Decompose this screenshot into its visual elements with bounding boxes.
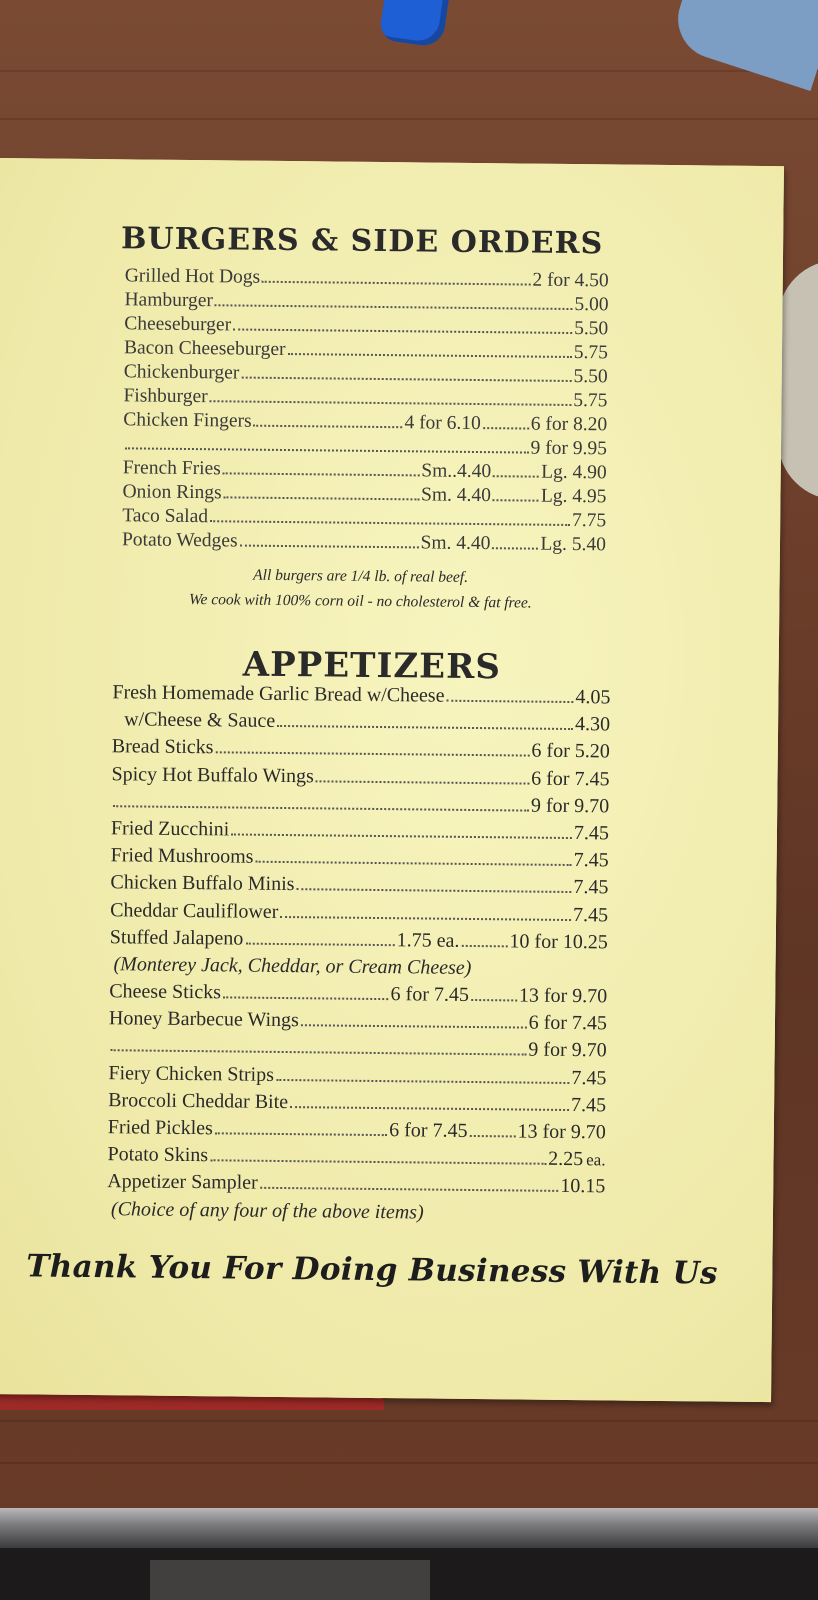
item-name: Appetizer Sampler bbox=[107, 1170, 258, 1195]
dot-leader bbox=[277, 715, 573, 730]
dot-leader bbox=[493, 489, 539, 501]
item-price: 7.45 bbox=[573, 876, 609, 899]
dot-leader bbox=[296, 878, 571, 893]
dot-leader bbox=[301, 1014, 527, 1028]
dot-leader bbox=[245, 932, 395, 946]
dot-leader bbox=[493, 465, 539, 477]
blue-marker-cap bbox=[379, 0, 450, 48]
dot-leader bbox=[446, 690, 573, 703]
item-price: 13 for 9.70 bbox=[518, 984, 608, 1008]
dot-leader bbox=[241, 367, 571, 382]
appetizers-title: APPETIZERS bbox=[242, 644, 502, 688]
dot-leader bbox=[469, 1125, 515, 1137]
item-price-small: Sm. 4.40 bbox=[420, 532, 491, 555]
item-name: Onion Rings bbox=[122, 481, 222, 504]
item-name: Cheeseburger bbox=[124, 313, 232, 336]
item-price-small: 6 for 7.45 bbox=[390, 983, 470, 1007]
item-name: French Fries bbox=[122, 457, 221, 480]
dot-leader bbox=[260, 1177, 559, 1192]
item-price: 2 for 4.50 bbox=[532, 269, 609, 292]
item-price: Lg. 4.90 bbox=[541, 461, 607, 484]
dot-leader bbox=[276, 1069, 570, 1084]
blue-object bbox=[668, 0, 818, 91]
dot-leader bbox=[210, 511, 570, 526]
item-name: Fried Pickles bbox=[107, 1116, 213, 1140]
dot-leader bbox=[461, 935, 507, 947]
item-price-small: Sm. 4.40 bbox=[420, 484, 492, 507]
menu-note: (Choice of any four of the above items) bbox=[110, 1197, 424, 1224]
item-price: 7.45 bbox=[572, 903, 609, 926]
dot-leader bbox=[210, 391, 572, 406]
dot-leader bbox=[483, 417, 529, 429]
item-price: 7.45 bbox=[573, 821, 610, 845]
item-price: 4.30 bbox=[574, 713, 611, 736]
item-name: Spicy Hot Buffalo Wings bbox=[111, 762, 315, 787]
item-price-small: Sm..4.40 bbox=[421, 460, 492, 483]
item-price-small: 1.75 ea. bbox=[396, 928, 460, 952]
dot-leader bbox=[215, 1122, 387, 1136]
dot-leader bbox=[240, 535, 419, 549]
item-name: Chickenburger bbox=[123, 361, 240, 384]
item-name: Fresh Homemade Garlic Bread w/Cheese bbox=[112, 681, 445, 707]
item-name: Potato Skins bbox=[107, 1143, 209, 1167]
item-name: Bacon Cheeseburger bbox=[123, 337, 286, 361]
dot-leader bbox=[233, 319, 572, 334]
item-price: Lg. 4.95 bbox=[540, 485, 607, 508]
item-name: Cheddar Cauliflower bbox=[110, 898, 279, 923]
menu-page bbox=[0, 158, 784, 1402]
item-name: Broccoli Cheddar Bite bbox=[108, 1088, 289, 1113]
item-price: 7.45 bbox=[573, 849, 609, 872]
item-name: Potato Wedges bbox=[121, 529, 238, 552]
item-price-small: 6 for 7.45 bbox=[389, 1119, 468, 1142]
item-name: Stuffed Jalapeno bbox=[109, 925, 244, 950]
item-name: Taco Salad bbox=[122, 505, 209, 528]
dot-leader bbox=[290, 1096, 569, 1111]
item-price: 9 for 9.95 bbox=[530, 437, 608, 460]
floor-light bbox=[150, 1560, 430, 1600]
item-price: 5.50 bbox=[573, 366, 608, 388]
side-object bbox=[778, 260, 818, 500]
item-name: Fried Mushrooms bbox=[110, 844, 254, 868]
item-price: Lg. 5.40 bbox=[540, 533, 607, 556]
dot-leader bbox=[113, 795, 529, 811]
dot-leader bbox=[254, 415, 403, 428]
dot-leader bbox=[492, 537, 538, 549]
appetizers-list bbox=[107, 681, 611, 1230]
burgers-list bbox=[122, 265, 609, 558]
burgers-title: BURGERS & SIDE ORDERS bbox=[120, 221, 604, 262]
item-name: Fiery Chicken Strips bbox=[108, 1061, 275, 1086]
item-price: 7.75 bbox=[572, 510, 607, 532]
item-price: 5.50 bbox=[574, 318, 609, 340]
menu-note: (Monterey Jack, Cheddar, or Cream Cheese) bbox=[113, 953, 472, 979]
item-price: 9 for 9.70 bbox=[530, 794, 610, 818]
item-price: 2.25 bbox=[548, 1147, 584, 1171]
item-price: 13 for 9.70 bbox=[517, 1120, 606, 1144]
dot-leader bbox=[224, 487, 420, 501]
dot-leader bbox=[231, 823, 572, 839]
item-price-small: 4 for 6.10 bbox=[404, 412, 481, 435]
dot-leader bbox=[316, 770, 529, 784]
item-name: Honey Barbecue Wings bbox=[108, 1007, 299, 1032]
item-name: Fishburger bbox=[123, 385, 208, 408]
item-price: 9 for 9.70 bbox=[528, 1039, 607, 1062]
menu-item bbox=[122, 529, 606, 558]
item-name: Cheese Sticks bbox=[109, 980, 222, 1004]
item-price: 6 for 7.45 bbox=[528, 1011, 608, 1035]
dot-leader bbox=[215, 295, 573, 310]
burgers-note-1: All burgers are 1/4 lb. of real beef. bbox=[253, 566, 469, 586]
burgers-note-2: We cook with 100% corn oil - no cholesterol & fat free. bbox=[188, 591, 532, 612]
dot-leader bbox=[280, 905, 571, 920]
dot-leader bbox=[223, 986, 389, 1000]
item-name: Bread Sticks bbox=[111, 735, 214, 759]
item-price: 4.05 bbox=[575, 686, 611, 709]
thank-you-message: Thank You For Doing Business With Us bbox=[26, 1248, 718, 1292]
item-price: 10.15 bbox=[560, 1175, 606, 1198]
dot-leader bbox=[215, 742, 529, 757]
dot-leader bbox=[223, 463, 420, 477]
item-price: 7.45 bbox=[571, 1066, 607, 1090]
item-name: Chicken Fingers bbox=[123, 409, 252, 432]
dot-leader bbox=[111, 1040, 527, 1056]
dot-leader bbox=[125, 438, 529, 454]
item-price: 5.00 bbox=[574, 294, 609, 316]
burgers-notes bbox=[115, 561, 605, 616]
item-price: 5.75 bbox=[573, 342, 609, 364]
item-price: 6 for 7.45 bbox=[531, 767, 610, 790]
item-price: 6 for 8.20 bbox=[530, 413, 608, 436]
dot-leader bbox=[262, 271, 530, 285]
dot-leader bbox=[255, 851, 571, 866]
dot-leader bbox=[210, 1149, 546, 1165]
item-price: 6 for 5.20 bbox=[531, 739, 610, 763]
item-price-suffix: ea. bbox=[586, 1150, 606, 1170]
item-name: Fried Zucchini bbox=[110, 817, 230, 841]
item-price: 5.75 bbox=[573, 390, 608, 412]
item-price: 10 for 10.25 bbox=[509, 930, 608, 954]
item-name: w/Cheese & Sauce bbox=[124, 708, 276, 733]
item-name: Chicken Buffalo Minis bbox=[110, 871, 295, 896]
dot-leader bbox=[471, 989, 517, 1001]
item-name: Hamburger bbox=[124, 289, 214, 312]
dot-leader bbox=[287, 343, 571, 358]
table-edge bbox=[0, 1508, 818, 1548]
item-name: Grilled Hot Dogs bbox=[124, 265, 261, 288]
item-price: 7.45 bbox=[571, 1093, 607, 1117]
